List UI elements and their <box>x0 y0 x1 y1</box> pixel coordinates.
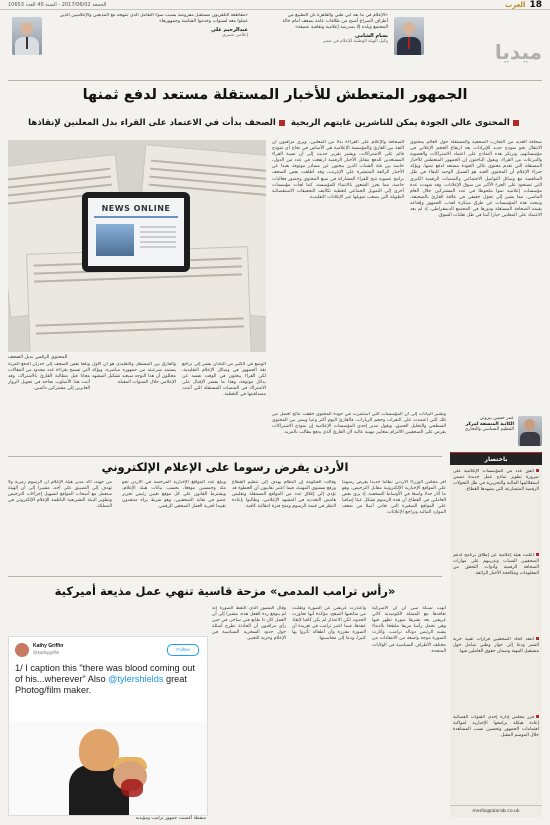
sidebar-item-text: أعلنت هيئة إعلامية عن إطلاق برنامج لدعم الصحفيين الشباب وتدريبهم على مهارات الصحافة الرقمية وأدوات التحقق من المعلومات ومكافحة الأخبار الزائفة. <box>453 553 539 576</box>
sidebar-item <box>453 637 539 655</box>
hero-image <box>8 140 266 352</box>
author-role: التنظيم السياسي والتجاري <box>464 427 514 433</box>
bullet-square-icon <box>536 637 539 640</box>
sidebar-item-text: انتقد اتحاد الصحفيين قرارات تقييد حرية النشر ودعا إلى حوار وطني شامل حول مستقبل المهنة وضمان حقوق العاملين فيها. <box>453 637 539 654</box>
quote-1 <box>280 13 388 63</box>
brand-name: العرب <box>505 0 526 9</box>
trump-column-1: أنهت شبكة سي أن أن الأميركية تعاقدها مع الممثلة الكوميدية كاثي غريفين بعد نشرها صورة تظهر فيها وهي تحمل رأسا مزيفا ملطخا بالدماء يشبه الرئيس دونالد ترامب، وأثارت الصورة موجة واسعة من الانتقادات من مختلف الأطراف السياسية في الولايات المتحدة. <box>372 606 446 654</box>
jordan-column-4: من جهته، أكد مدير هيئة الإعلام أن الرسوم رمزية ولا تهدف إلى التضييق على أحد، مشيرا إلى أن الهيئة ستعمل مع أصحاب المواقع لتسهيل إجراءات الترخيص وتطوير البيئة التشريعية الناظمة للإعلام الإلكتروني في المملكة. <box>8 480 112 510</box>
sidebar-item <box>453 715 539 739</box>
author-box <box>450 412 542 450</box>
bullet-square-icon <box>536 553 539 556</box>
article-column-5: وتلجأ بعض الصحف إلى جدران الدفع المرنة التي تسمح بقراءة عدد محدود من المقالات مجانا قبل مطالبة القارئ بالاشتراك، وقد أثبت هذا الأسلوب نجاحه في تحويل الزوار العابرين إلى مشتركين دائمين. <box>8 362 90 392</box>
tweet-author-handle[interactable]: @kathygriffin <box>33 650 60 655</box>
quote-1-name: بسام الشامي <box>355 33 388 39</box>
hero-caption: المحتوى الرقمي بديل الصحف <box>8 355 68 360</box>
jordan-headline: الأردن يفرض رسوما على الإعلام الإلكتروني <box>101 460 349 474</box>
author-text <box>452 416 514 433</box>
tweet-avatar[interactable] <box>15 643 29 657</box>
page-header-right <box>505 0 542 10</box>
article-column-7: وتشير البيانات إلى أن المؤسسات التي استثمرت في جودة المحتوى حققت نتائج أفضل من تلك التي اعتمدت على النقرات وحجم الزيارات، فالقارئ اليوم أكثر وعيا ويميز بين المحتوى السطحي والتحليل العميق، ويقول مدير إحدى المؤسسات الإعلامية إن نموذج الاشتراكات يفرض على الصحفيين الالتزام بمعايير مهنية عالية لأن القارئ الذي يدفع يطالب بالمزيد. <box>272 412 446 436</box>
trump-column-3: وقال المصور الذي التقط الصورة إنه لم يتوقع ردة الفعل هذه، مشيرا إلى أن العمل كان ذا طابع فني ساخر، في حين رأى مراقبون أن الحادثة تطرح أسئلة حول حدود السخرية السياسية في الإعلام وحرية التعبير. <box>212 606 286 642</box>
news-brief-sidebar <box>450 452 542 817</box>
author-label: عمر حسين بيروتي <box>479 416 514 421</box>
tablet-screen <box>88 198 184 266</box>
trump-headline: «رأس ترامب المدمى» مزحة قاسية تنهي عمل مذيعة أميركية <box>54 584 396 598</box>
tweet-caption: سقطة أغضبت جمهور ترامب ومؤيديه <box>135 816 206 821</box>
quote-2 <box>48 13 248 63</box>
divider <box>8 456 442 457</box>
tweet-author-name[interactable]: Kathy Griffin <box>33 643 64 649</box>
divider <box>8 80 542 81</box>
article-column-4: والفارق بين المستقل والتقليدي هو أن الأول يستمد شرعيته من جمهوره مباشرة، ويؤكد محللون أن هذا التوجه سيعيد تشكيل المشهد الإعلامي خلال السنوات المقبلة. <box>92 362 176 386</box>
tweet-photo <box>9 721 207 815</box>
author-photo <box>518 416 542 446</box>
embedded-tweet <box>8 636 208 816</box>
main-subhead <box>8 118 542 129</box>
jordan-column-1: أقر مجلس الوزراء الأردني نظاما جديدا يفرض رسوما على المواقع الإخبارية الإلكترونية مقابل الترخيص، وهو ما أثار جدلا واسعا في الأوساط الصحفية، إذ يرى بعض العاملين في القطاع أن هذه الرسوم تشكل عبئا إضافيا على المواقع الصغيرة التي تعاني أصلا من ضعف الموارد المالية وتراجع الإعلانات. <box>342 480 446 516</box>
quote-photo-1 <box>394 17 424 55</box>
tweet-text-post: great Photog/film maker. <box>15 674 187 695</box>
tweet-mention-link[interactable]: @tylershields <box>108 674 164 684</box>
bullet-square-icon <box>279 120 285 126</box>
bullet-square-icon <box>536 469 539 472</box>
tweet-follow-button[interactable]: Follow <box>167 644 199 656</box>
quote-1-text: «الإعلام في ما بعد أبي ظبي والقاهرة بأن التطبيع من أطراف الصراع أصبح من طلاقات عامة يضعف أمام حالة المجتمع وبلده إلا بمدرسة إعلامية وثقافية عميقة» <box>282 13 388 30</box>
article-column-2: الصحافة والإعلام على القراءة بدلا من المعلنين، ويرى مراقبون أن الثقة بين القارئ والمؤسسة الإعلامية هي الأساس في نجاح أي نموذج قائم على الاشتراكات، ويشير تقرير حديث إلى أن نسبة القراء المستعدين للدفع مقابل الأخبار الرقمية ارتفعت في عدد من الدول، خاصة بين فئة الشباب الذين يبحثون عن مصادر موثوقة بعيدا عن الأخبار الزائفة المنتشرة على الإنترنت، وقد أطلقت بعض الصحف برامج عضوية تتيح للقراء المشاركة في صنع المحتوى وحضور فعاليات خاصة، مما يعزز الشعور بالانتماء للمؤسسة، كما لجأت مؤسسات أخرى إلى التمويل الجماعي لتغطية تكاليف التحقيقات الاستقصائية الطويلة التي يصعب تمويلها عبر الإعلانات التقليدية. <box>272 140 404 200</box>
quote-1-role: وكيل الهيئة الوطنية للإعلام في مصر <box>322 39 388 44</box>
bullet-square-icon <box>513 120 519 126</box>
quote-2-text: «مقاطعة التلفزيون مستقبل مفروضة بسبب سوء التعامل الذي تنتهجه مع المذيعين والإعلاميين الذين عملوا معه لسنوات وخدموا الشاشة وجمهورها» <box>59 13 248 24</box>
quote-2-name: عبدالرحيم علي <box>211 27 248 33</box>
page-header <box>0 0 550 10</box>
subhead-part-1: المحتوى عالي الجودة يمكن للناشرين غايتهم الربحية <box>290 118 510 128</box>
article-column-1: صحافة العديد من التجارب الصحفية والمستقلة حول العالم بمحتوى الانتقال نحو نموذج جديد للإيرادات بعد ارتفاع الحجم الإعلاني في مؤسساتهم، وترتكز هذه النماذج على اعتماد الاشتراكات والعضوية والتبرعات من القراء، ويقول الباحثون إن الجمهور المتعطش للأخبار المستقلة التي تقدم محتوى عالي الجودة مستعد لدفع ثمنها، ويؤكد خبراء الإعلام أن المحتوى الجيد هو السبيل الوحيد للبقاء في ظل المنافسة مع وسائل التواصل الاجتماعي والمنصات الرقمية الكبرى التي تستحوذ على الجزء الأكبر من سوق الإعلانات، وقد شهدت عدة مؤسسات إعلامية نموا ملحوظا في عدد المشتركين خلال العام الماضي، مما يشير إلى تحول حقيقي في علاقة القارئ بالصحيفة، وتبحث هذه المؤسسات عن طرق مبتكرة لجذب الجمهور وإقناعه بقيمة الصحافة المستقلة ودورها في المجتمع الديمقراطي، إذ لم يعد الاعتماد على المعلنين خيارا آمنا في ظل تقلبات السوق. <box>410 140 542 219</box>
divider <box>8 576 442 577</box>
subhead-part-2: الصحف بدأت في الاعتماد على القراء بدل المعلنين لإنقاذها <box>28 118 276 128</box>
quote-2-role: إعلامي مصري <box>222 33 248 38</box>
quote-bar <box>8 13 542 65</box>
issue-date: الجمعة 2017/06/02 - السنة 40 العدد 10653 <box>8 1 107 8</box>
article-column-3: الوضع في الكثير من البلدان يشير إلى تراجع ثقة الجمهور في وسائل الإعلام التقليدية، لكن القراء يبحثون في الوقت نفسه عن بدائل موثوقة، وهذا ما يفسر الإقبال على الاشتراك في المنصات المستقلة التي أثبتت مصداقيتها في التغطية. <box>182 362 266 398</box>
bullet-square-icon <box>536 715 539 718</box>
sidebar-item-text: قرر مجلس إدارة إحدى القنوات الفضائية إعادة هيكلة برامجها الإخبارية لمواكبة اهتمامات الجمهور وتحسين نسب المشاهدة خلال الموسم المقبل. <box>453 715 539 738</box>
sidebar-item <box>453 553 539 577</box>
sidebar-title: باختصار <box>450 453 542 465</box>
sidebar-item <box>453 469 539 493</box>
screen-title: NEWS ONLINE <box>101 204 171 213</box>
page-number: 18 <box>529 0 542 10</box>
sidebar-item-text: اتفق عدد من المؤسسات الإعلامية على ضرورة تطوير نماذج عمل جديدة تضمن استقلاليتها المالية والتحريرية في ظل التحولات الرقمية المتسارعة التي يشهدها القطاع. <box>453 469 539 492</box>
sidebar-email[interactable]: media@alarab.co.uk <box>450 805 542 817</box>
trump-column-2: واعتذرت غريفين عن الصورة وطلبت من متابعيها الصفح، مؤكدة أنها تجاوزت الحدود، لكن الاعتذار لم يكن كافيا لإنقاذ عقدها، فيما اعتبر ترامب في تغريدة أن الصورة مقززة وأن أطفاله تأثروا بها كثيرا، ودعا إلى محاسبتها. <box>292 606 366 642</box>
main-headline: الجمهور المتعطش للأخبار المستقلة مستعد لدفع ثمنها <box>82 87 468 103</box>
section-title: ميديا <box>494 40 542 64</box>
tweet-text <box>15 663 201 696</box>
author-name: الكاتبة المنسقة لمركز <box>465 421 514 427</box>
jordan-column-2: وقالت الحكومة إن النظام يهدف إلى تنظيم القطاع ورفع مستوى المهنية، فيما اعتبر نقابيون أن الخطوة قد تؤدي إلى إغلاق عدد من المواقع المستقلة وتقليص هامش التعددية في المشهد الإعلامي، وطالبوا بإعادة النظر في قيمة الرسوم ومنح فترة انتقالية كافية. <box>232 480 336 510</box>
tweet-text-pre: 1/ I caption this "there was blood coming out of his...wherever" Also <box>15 663 195 684</box>
quote-photo-2 <box>12 17 42 55</box>
jordan-column-3: ويبلغ عدد المواقع الإخبارية المرخصة في الأردن نحو مئة وخمسين موقعا، بحسب بيانات هيئة الإعلام، ويشترط القانون على كل موقع تعيين رئيس تحرير عضو في نقابة الصحفيين، وهو شرط يراه منتقدون تقييدا لحرية العمل الصحفي الرقمي. <box>122 480 226 510</box>
tablet <box>82 192 190 272</box>
